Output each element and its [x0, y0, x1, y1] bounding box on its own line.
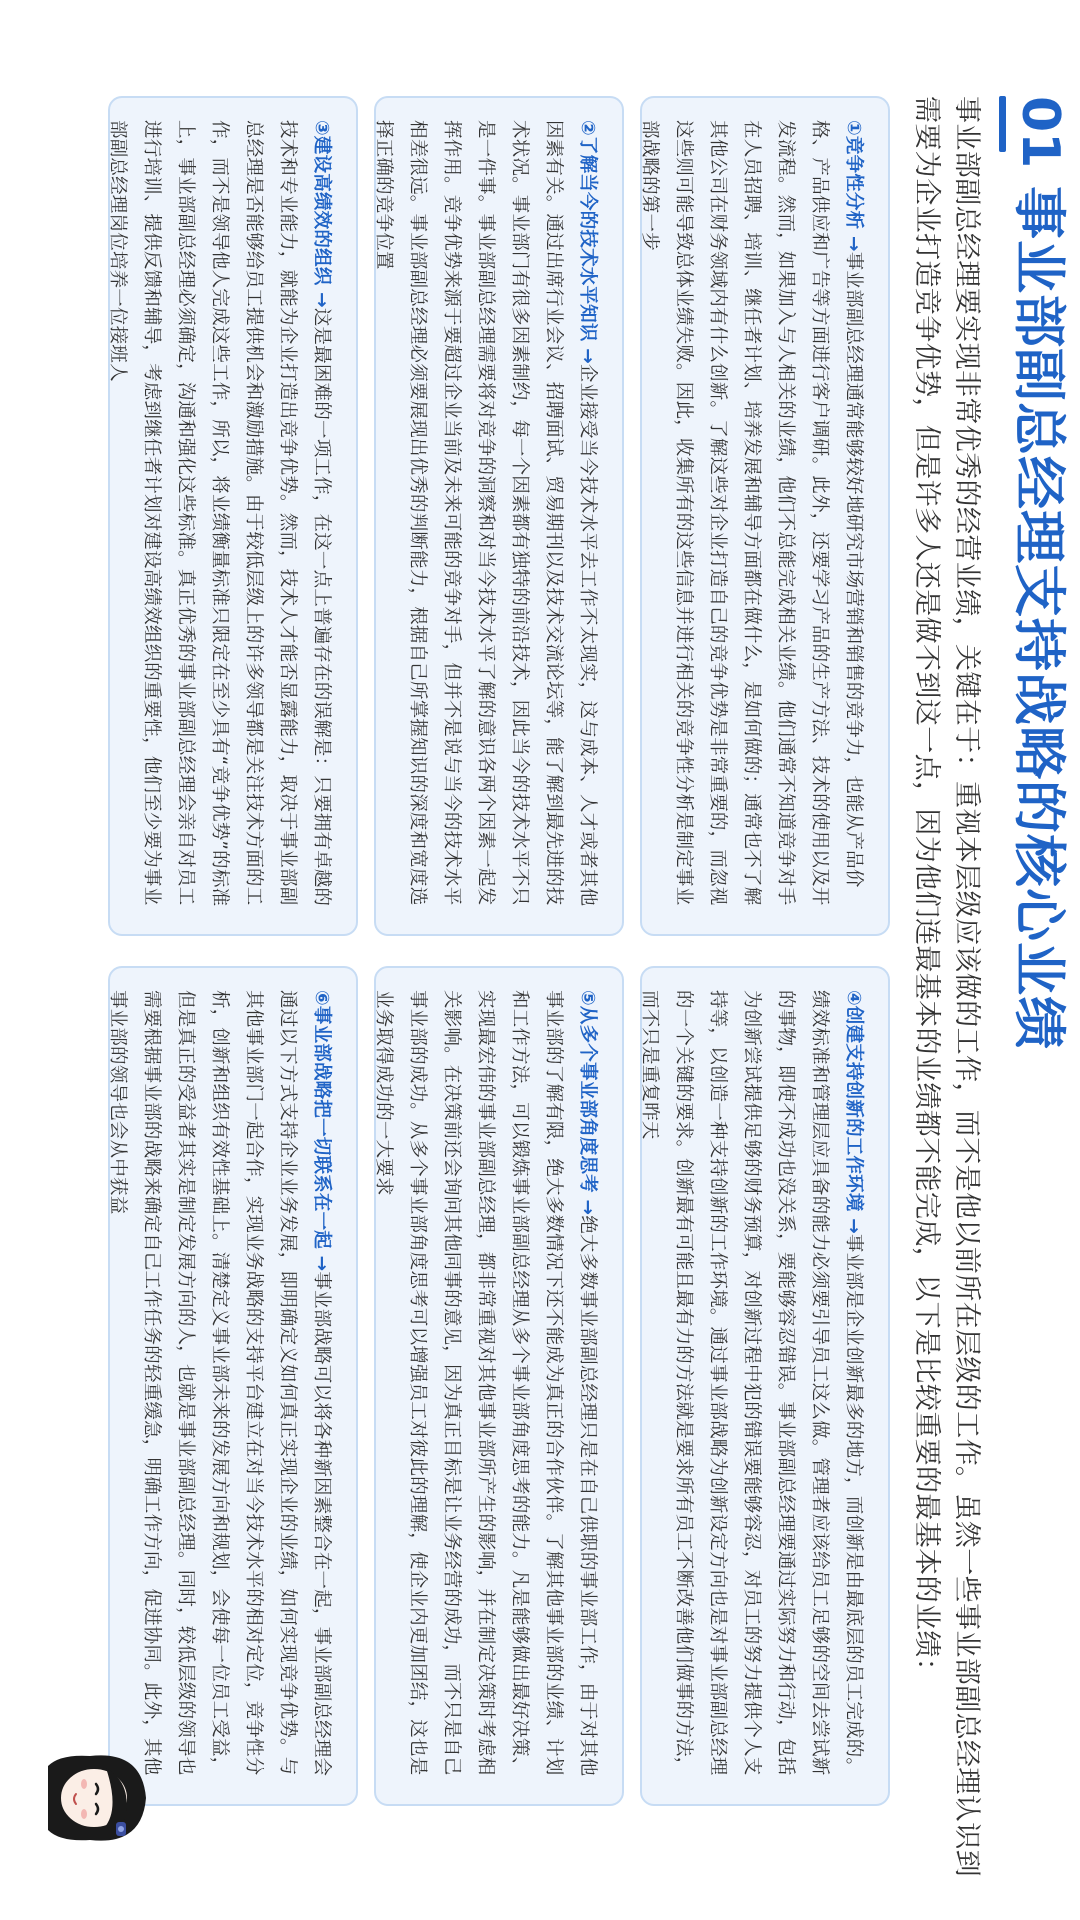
card-division-strategy: [108, 966, 358, 1806]
card-text: [100, 990, 338, 1782]
card-heading: ②了解当今的技术水平知识 →: [577, 120, 598, 364]
card-body: 这是最困难的一项工作，在这一点上普遍存在的误解是：只要拥有卓越的技术和专业能力，就能为企业打造出竞争优势。然而，技术人才能否显露能力，取决于事业部副总经理是否能够给员工提供机会和激励措施。由于较低层级上的许多领导都是关注技术方面的工作，而不是领导他人完成这些工作，所以，将业绩衡量标准只限定在至少具有“竞争优势”的标准上，事业部副总经理必须确定，沟通和强化这些标准。真正优秀的事业部副总经理会亲自对员工进行培训、提供反馈和辅导，考虑到继任者计划对建设高绩效组织的重要性，他们至少要为事业部副总经理岗位培养一位接班人: [107, 120, 332, 907]
card-technology-knowledge: [374, 96, 624, 936]
card-high-performance-organization: [108, 96, 358, 936]
page-title: 事业部副总经理支持战略的核心业绩: [1008, 186, 1069, 1050]
card-heading: ⑤从多个事业部角度思考 →: [577, 990, 598, 1216]
card-innovation-environment: [640, 966, 890, 1806]
intro-paragraph: 事业部副总经理要实现非常优秀的经营业绩，关键在于：重视本层级应该做的工作，而不是他以前所在层级的工作。虽然一些事业部副总经理认识到需要为企业打造竞争优势，但是许多人还是做不到这一点，因为他们连最基本的业绩都不能完成，以下是比较重要的最基本的业绩：: [911, 96, 982, 1877]
card-text: [632, 990, 870, 1782]
card-heading: ⑥事业部战略把一切联系在一起 →: [311, 990, 332, 1272]
card-body: 事业部是企业创新最多的地方，而创新是由最底层的员工完成的。绩效标准和管理层应具备的能力必须要引导员工这么做。管理者应该给员工足够的空间去尝试新的事物，即使不成功也没关系，要能够容忍错误。事业部副总经理要通过实际努力和行动，包括为创新尝试提供足够的财务预算，对创新过程中犯的错误要能够容忍，对员工的努力提供个人支持等，以创造一种支持创新的工作环境。通过事业部战略为创新设定方向也是对事业部副总经理的一个关键的要求。创新最有可能且最有力的方法就是要求所有员工不断改善他们做事的方法，而不只是重复昨天: [639, 990, 864, 1777]
card-text: [366, 120, 604, 912]
card-multi-division-thinking: [374, 966, 624, 1806]
section-number: 01: [1010, 96, 1070, 169]
card-heading: ④创建支持创新的工作环境 →: [843, 990, 864, 1234]
section-number-underline: [999, 96, 1006, 152]
card-competitive-analysis: [640, 96, 890, 936]
card-heading: ①竞争性分析 →: [843, 120, 864, 252]
card-heading: ③建设高绩效的组织 →: [311, 120, 332, 308]
card-body: 事业部战略可以将各种新因素整合在一起，事业部副总经理会通过以下方式支持企业业务发展，即明确定义如何真正实现企业的业绩，如何实现竞争优势。与其他事业部门一起合作，实现业务战略的支持平台建立在对当今技术水平的相对定位，竞争性分析，创新和组织有效性基础上。清楚定义事业部未来的发展方向和规划，会使每一位员工受益，但是真正的受益者其实是制定发展方向的人，也就是事业部副总经理。同时，较低层级的领导也需要根据事业部的战略来确定自己工作任务的轻重缓急，明确工作方向，促进协同。此外，其他事业部的领导也会从中获益: [107, 990, 332, 1777]
card-text: [366, 990, 604, 1782]
card-body: 事业部副总经理通常能够较好地研究市场营销和销售的竞争力，也能从产品价格、产品供应和广告等方面进行客户调研。此外，还要学习产品的生产方法、技术的使用以及开发流程。然而，如果加入与人相关的业绩，他们不总能完成相关业绩。他们通常不知道竞争对手在人员招聘、培训、继任者计划、培养发展和辅导方面都在做什么，是如何做的；通常也不了解其他公司在财务领域内有什么创新。了解这些对企业打造自己的竞争优势是非常重要的，而忽视这些则可能导致总体业绩失败。因此，收集所有的这些信息并进行相关的竞争性分析是制定事业部战略的第一步: [639, 120, 864, 906]
card-text: [100, 120, 338, 912]
card-text: [632, 120, 870, 912]
card-body: 绝大多数事业部副总经理只是在自己供职的事业部工作，由于对其他事业部的了解有限，绝大多数情况下还不能成为真正的合作伙伴。了解其他事业部的业绩、计划和工作方法，可以锻炼事业部副总经理从多个事业部角度思考的能力。凡是能够做出最好决策、实现最宏伟的事业部副总经理，都非常重视对其他事业部所产生的影响，并在制定决策时考虑相关影响。在决策前还会询问其他同事的意见，因为真正目标是让业务经营的成功，而不只是自己事业部的成功。从多个事业部角度思考可以增强员工对彼此的理解，使企业内更加团结，这也是业务取得成功的一大要求: [373, 990, 598, 1777]
girl-avatar-icon: [40, 1738, 160, 1858]
card-body: 企业接受当今技术水平去工作不太现实，这与成本、人才或者其他因素有关。通过出席行业会议、招聘面试、贸易期刊以及技术交流论坛等，能了解到最先进的技术状况。事业部门有很多因素制约，每一个因素都有独特的前沿技术，因此当今的技术水平不只是一件事。事业部副总经理需要将对竞争的洞察和对当今技术水平了解的意识各两个因素一起发挥作用。竞争优势来源于要超过企业当前及未来可能的竞争对手，但并不是说与当今的技术水平相差很远。事业部副总经理必须要展现出优秀的判断能力，根据自己所掌握知识的深度和宽度选择正确的竞争位置: [373, 120, 598, 907]
